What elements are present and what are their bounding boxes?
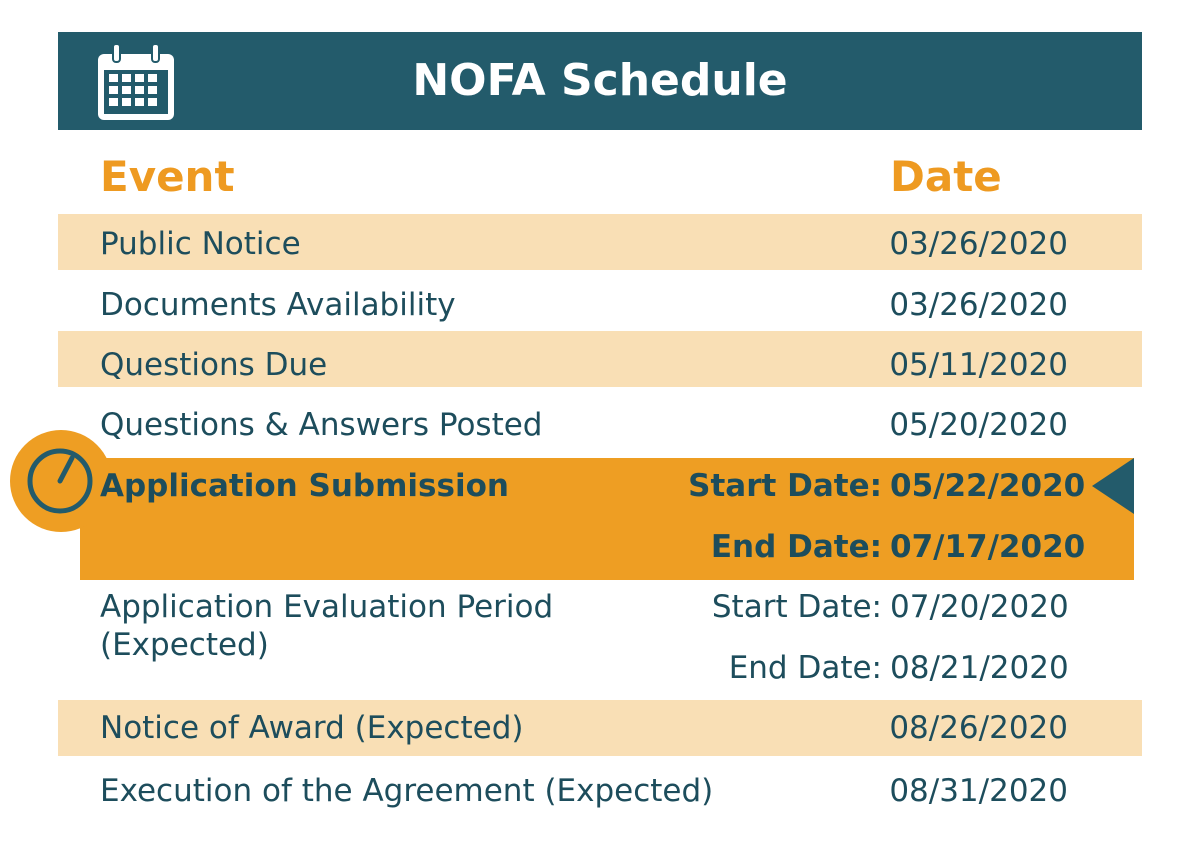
evaluation-event-note: (Expected) [100,627,269,663]
row-event: Public Notice [100,226,301,262]
highlight-end-date: 07/17/2020 [890,529,1086,565]
row-event: Documents Availability [100,287,456,323]
clock-icon [10,430,112,532]
page-title: NOFA Schedule [412,55,788,106]
highlight-event: Application Submission [100,468,509,504]
row-date: 03/26/2020 [889,287,1068,323]
highlight-end-label: End Date: [710,529,882,565]
row-date: 05/11/2020 [889,347,1068,383]
schedule-header [58,32,1142,130]
highlight-start-label: Start Date: [688,468,882,504]
column-header-date: Date [890,152,1002,201]
evaluation-end-label: End Date: [728,650,882,686]
row-event: Execution of the Agreement (Expected) [100,773,714,809]
row-event: Questions & Answers Posted [100,407,543,443]
row-date: 08/26/2020 [889,710,1068,746]
evaluation-start-label: Start Date: [711,589,882,625]
evaluation-event: Application Evaluation Period [100,589,554,625]
row-date: 05/20/2020 [889,407,1068,443]
clock-badge [10,430,112,532]
evaluation-start-date: 07/20/2020 [890,589,1069,625]
row-date: 08/31/2020 [889,773,1068,809]
pointer-triangle-icon [1092,458,1134,514]
row-event: Questions Due [100,347,328,383]
row-date: 03/26/2020 [889,226,1068,262]
highlight-start-date: 05/22/2020 [890,468,1086,504]
row-event: Notice of Award (Expected) [100,710,524,746]
column-header-event: Event [100,152,235,201]
evaluation-end-date: 08/21/2020 [890,650,1069,686]
